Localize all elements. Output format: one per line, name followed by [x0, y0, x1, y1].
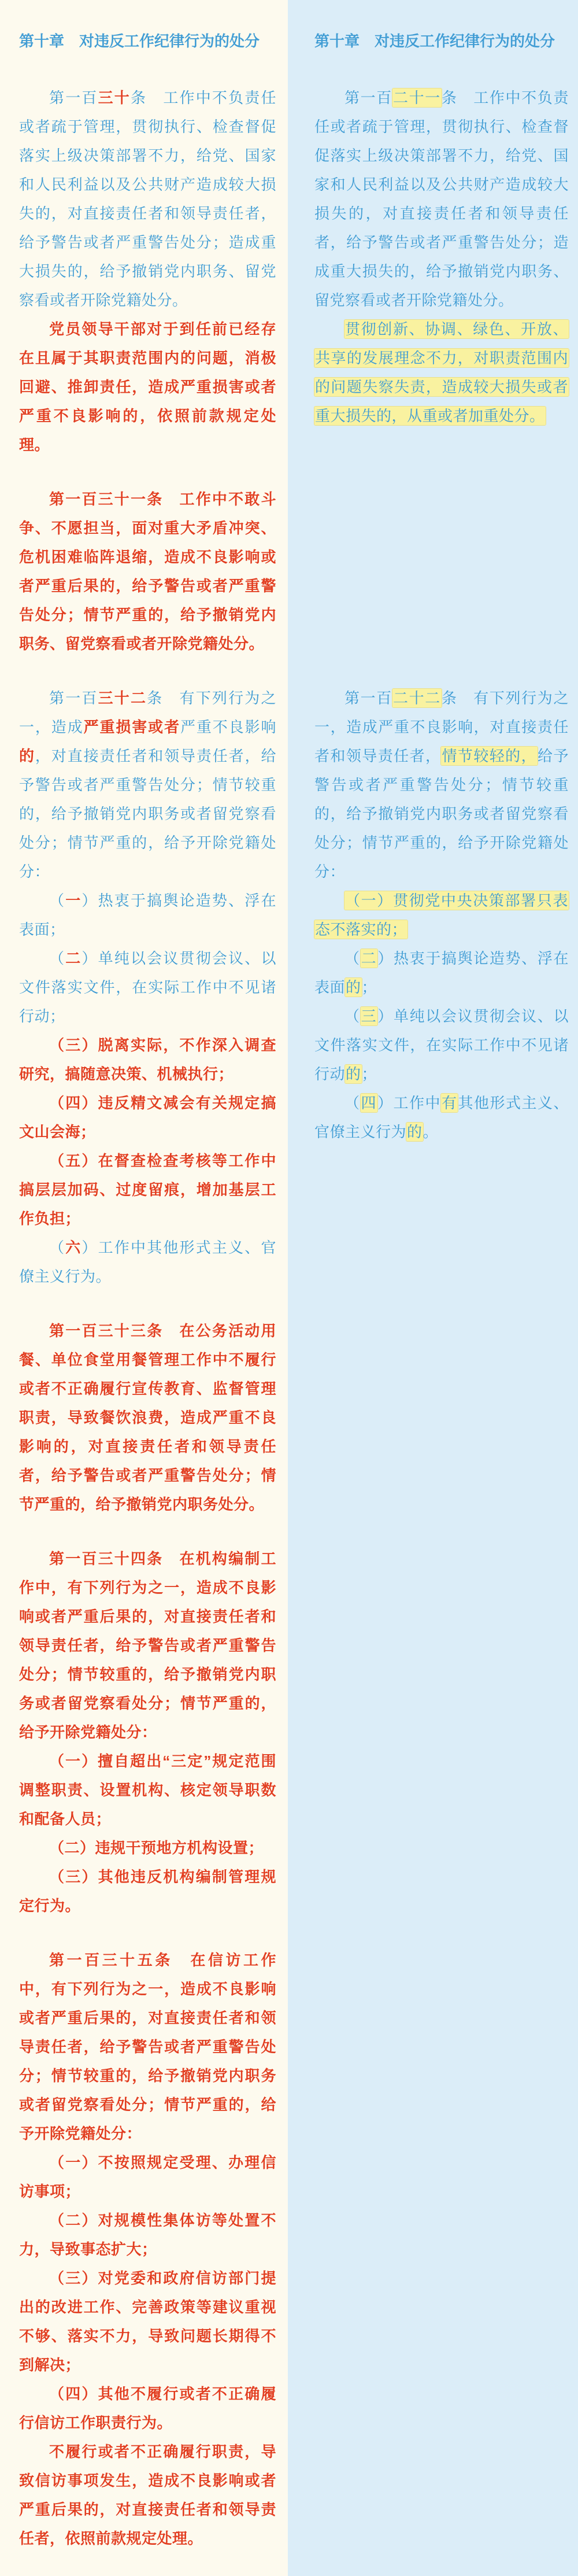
body-text: （ — [49, 892, 66, 909]
new-article-121-block — [288, 58, 578, 459]
article-paragraph — [19, 1031, 276, 1088]
body-text: ）工作中其他形式主义、官僚主义行为。 — [19, 1239, 276, 1285]
body-text: 条 有下列行为之一，造成严重不良影响，对直接责任者和领导责任者， — [314, 689, 569, 765]
changed-or-removed-text: 一 — [65, 892, 82, 909]
old-article-132-block — [0, 658, 288, 1291]
changed-or-removed-text: 严重损害或者 — [83, 718, 180, 736]
article-paragraph — [19, 886, 276, 944]
old-article-133-block — [0, 1291, 288, 1519]
article-paragraph — [19, 1088, 276, 1146]
highlighted-new-text: （一）贯彻党中央决策部署只表态不落实的； — [315, 892, 568, 938]
changed-or-removed-text: （二）对规模性集体访等处置不力，导致事态扩大； — [19, 2212, 276, 2258]
article-paragraph — [19, 2264, 276, 2379]
article-paragraph — [19, 1862, 276, 1920]
article-paragraph — [314, 83, 569, 315]
highlighted-new-text: 的 — [346, 979, 361, 996]
body-text: 。 — [423, 1123, 439, 1141]
changed-or-removed-text: 党员领导干部对于到任前已经存在且属于其职责范围内的问题，消极回避、推卸责任，造成严重损害或者严重不良影响的，依照前款规定处理。 — [19, 320, 276, 453]
article-paragraph — [19, 1544, 276, 1747]
new-version-column-header — [288, 0, 578, 58]
highlighted-new-text: 有 — [441, 1094, 458, 1112]
changed-or-removed-text: 三十二 — [98, 689, 147, 707]
changed-or-removed-text: 第一百三十三条 在公务活动用餐、单位食堂用餐管理工作中不履行或者不正确履行宣传教育、监督管理职责，导致餐饮浪费，造成严重不良影响的，对直接责任者和领导责任者，给予警告或者严重警告处分；情节严重的，给予撤销党内职务处分。 — [19, 1322, 276, 1513]
body-text: （ — [344, 950, 361, 967]
new-article-122-block — [288, 658, 578, 1291]
body-text: ； — [361, 979, 377, 996]
changed-or-removed-text: 三十 — [98, 89, 131, 106]
article-paragraph — [19, 315, 276, 459]
article-paragraph — [19, 944, 276, 1031]
highlighted-new-text: 情节较轻的， — [442, 747, 538, 765]
body-text: ）单纯以会议贯彻会议、以文件落实文件，在实际工作中不见诸行动； — [19, 950, 276, 1025]
highlighted-new-text: 二十二 — [392, 689, 441, 707]
old-article-134-block — [0, 1519, 288, 1920]
new-column-background-filler — [288, 2553, 578, 2576]
new-column-empty-spacer-3 — [288, 1519, 578, 1920]
changed-or-removed-text: （三）其他违反机构编制管理规定行为。 — [19, 1868, 276, 1914]
old-version-column-header — [0, 0, 288, 58]
article-paragraph — [314, 1088, 569, 1146]
article-paragraph — [19, 2148, 276, 2206]
article-paragraph — [19, 1747, 276, 1833]
body-text: 条 工作中不负责任或者疏于管理，贯彻执行、检查督促落实上级决策部署不力，给党、国家和人民利益以及公共财产造成较大损失的，对直接责任者和领导责任者，给予警告或者严重警告处分；造成重大损失的，给予撤销党内职务、留党察看或者开除党籍处分。 — [19, 89, 276, 309]
body-text: 给予警告或者严重警告处分；情节较重的，给予撤销党内职务或者留党察看处分；情节严重的，给予开除党籍处分： — [314, 747, 569, 880]
article-paragraph — [19, 1146, 276, 1233]
changed-or-removed-text: 第一百三十四条 在机构编制工作中，有下列行为之一，造成不良影响或者严重后果的，对直接责任者和领导责任者，给予警告或者严重警告处分；情节较重的，给予撤销党内职务或者留党察看处分；情节严重的，给予开除党籍处分： — [19, 1550, 276, 1741]
body-text: 条 工作中不负责任或者疏于管理，贯彻执行、检查督促落实上级决策部署不力，给党、国家和人民利益以及公共财产造成较大损失的，对直接责任者和领导责任者，给予警告或者严重警告处分；造成重大损失的，给予撤销党内职务、留党察看或者开除党籍处分。 — [314, 89, 569, 309]
highlighted-new-text: 三 — [361, 1007, 377, 1025]
changed-or-removed-text: （一）不按照规定受理、办理信访事项； — [19, 2154, 276, 2200]
article-paragraph — [19, 2206, 276, 2264]
highlighted-new-text: 的 — [407, 1123, 423, 1141]
changed-or-removed-text: （四）违反精文减会有关规定搞文山会海； — [19, 1094, 276, 1141]
body-text: ，对直接责任者和领导责任者，给予警告或者严重警告处分；情节较重的，给予撤销党内职务或者留党察看处分；情节严重的，给予开除党籍处分： — [19, 747, 276, 880]
changed-or-removed-text: （二）违规干预地方机构设置； — [49, 1839, 264, 1857]
changed-or-removed-text: （一）擅自超出“三定”规定范围调整职责、设置机构、核定领导职数和配备人员； — [19, 1752, 276, 1828]
article-paragraph — [19, 684, 276, 886]
changed-or-removed-text: 第一百三十一条 工作中不敢斗争、不愿担当，面对重大矛盾冲突、危机困难临阵退缩，造成不良影响或者严重后果的，给予警告或者严重警告处分；情节严重的，给予撤销党内职务、留党察看或者开除党籍处分。 — [19, 490, 276, 652]
changed-or-removed-text: 六 — [65, 1239, 82, 1256]
old-article-135-block — [0, 1920, 288, 2553]
changed-or-removed-text: （三）脱离实际，不作深入调查研究，搞随意决策、机械执行； — [19, 1036, 276, 1083]
article-paragraph — [314, 684, 569, 886]
body-text: 第一百 — [49, 89, 98, 106]
old-column-background-filler — [0, 2553, 288, 2576]
new-column-empty-spacer-2 — [288, 1291, 578, 1519]
highlighted-new-text: 二十一 — [392, 89, 441, 106]
chapter-title-new: 第十章 对违反工作纪律行为的处分 — [314, 32, 555, 50]
changed-or-removed-text: 的 — [19, 747, 35, 765]
changed-or-removed-text: 二 — [65, 950, 82, 967]
article-paragraph — [19, 485, 276, 658]
article-paragraph — [314, 944, 569, 1002]
highlighted-new-text: 二 — [361, 950, 377, 967]
highlighted-new-text: 贯彻创新、协调、绿色、开放、共享的发展理念不力，对职责范围内的问题失察失责，造成较大损失或者重大损失的，从重或者加重处分。 — [315, 320, 568, 425]
article-paragraph — [19, 1946, 276, 2148]
article-paragraph — [19, 83, 276, 315]
chapter-title-old: 第十章 对违反工作纪律行为的处分 — [19, 32, 260, 50]
highlighted-new-text: 的 — [346, 1065, 361, 1083]
article-paragraph — [19, 1316, 276, 1519]
body-text: 条 有下列行为之一，造成 — [19, 689, 276, 736]
highlighted-new-text: 四 — [361, 1094, 377, 1112]
body-text: ）单纯以会议贯彻会议、以文件落实文件，在实际工作中不见诸行动 — [314, 1007, 569, 1083]
body-text: （ — [344, 1094, 361, 1112]
body-text: （ — [49, 950, 66, 967]
old-article-130-block — [0, 58, 288, 459]
body-text: 第一百 — [49, 689, 98, 707]
body-text: ）热衷于搞舆论造势、浮在表面 — [314, 950, 569, 996]
changed-or-removed-text: （三）对党委和政府信访部门提出的改进工作、完善政策等建议重视不够、落实不力，导致问题长期得不到解决； — [19, 2269, 276, 2374]
body-text: 严重不良影响 — [180, 718, 276, 736]
body-text: 其他形式主义、官僚主义行为 — [314, 1094, 569, 1141]
article-paragraph — [314, 886, 569, 944]
body-text: ）工作中 — [377, 1094, 441, 1112]
article-paragraph — [19, 2379, 276, 2437]
article-paragraph — [19, 2437, 276, 2553]
article-paragraph — [314, 315, 569, 430]
changed-or-removed-text: （四）其他不履行或者不正确履行信访工作职责行为。 — [19, 2385, 276, 2431]
body-text: 第一百 — [344, 689, 392, 707]
body-text: （ — [344, 1007, 361, 1025]
body-text: ）热衷于搞舆论造势、浮在表面； — [19, 892, 276, 938]
article-paragraph — [19, 1233, 276, 1291]
new-column-empty-spacer-4 — [288, 1920, 578, 2553]
article-paragraph — [314, 1002, 569, 1088]
changed-or-removed-text: 不履行或者不正确履行职责，导致信访事项发生，造成不良影响或者严重后果的，对直接责任者和领导责任者，依照前款规定处理。 — [19, 2443, 276, 2547]
body-text: 第一百 — [344, 89, 392, 106]
changed-or-removed-text: 第一百三十五条 在信访工作中，有下列行为之一，造成不良影响或者严重后果的，对直接责任者和领导责任者，给予警告或者严重警告处分；情节较重的，给予撤销党内职务或者留党察看处分；情节严重的，给予开除党籍处分： — [19, 1951, 276, 2142]
body-text: ； — [361, 1065, 377, 1083]
old-article-131-block — [0, 459, 288, 658]
new-column-empty-spacer-1 — [288, 459, 578, 658]
article-paragraph — [19, 1833, 276, 1862]
body-text: （ — [49, 1239, 66, 1256]
changed-or-removed-text: （五）在督查检查考核等工作中搞层层加码、过度留痕，增加基层工作负担； — [19, 1152, 276, 1227]
